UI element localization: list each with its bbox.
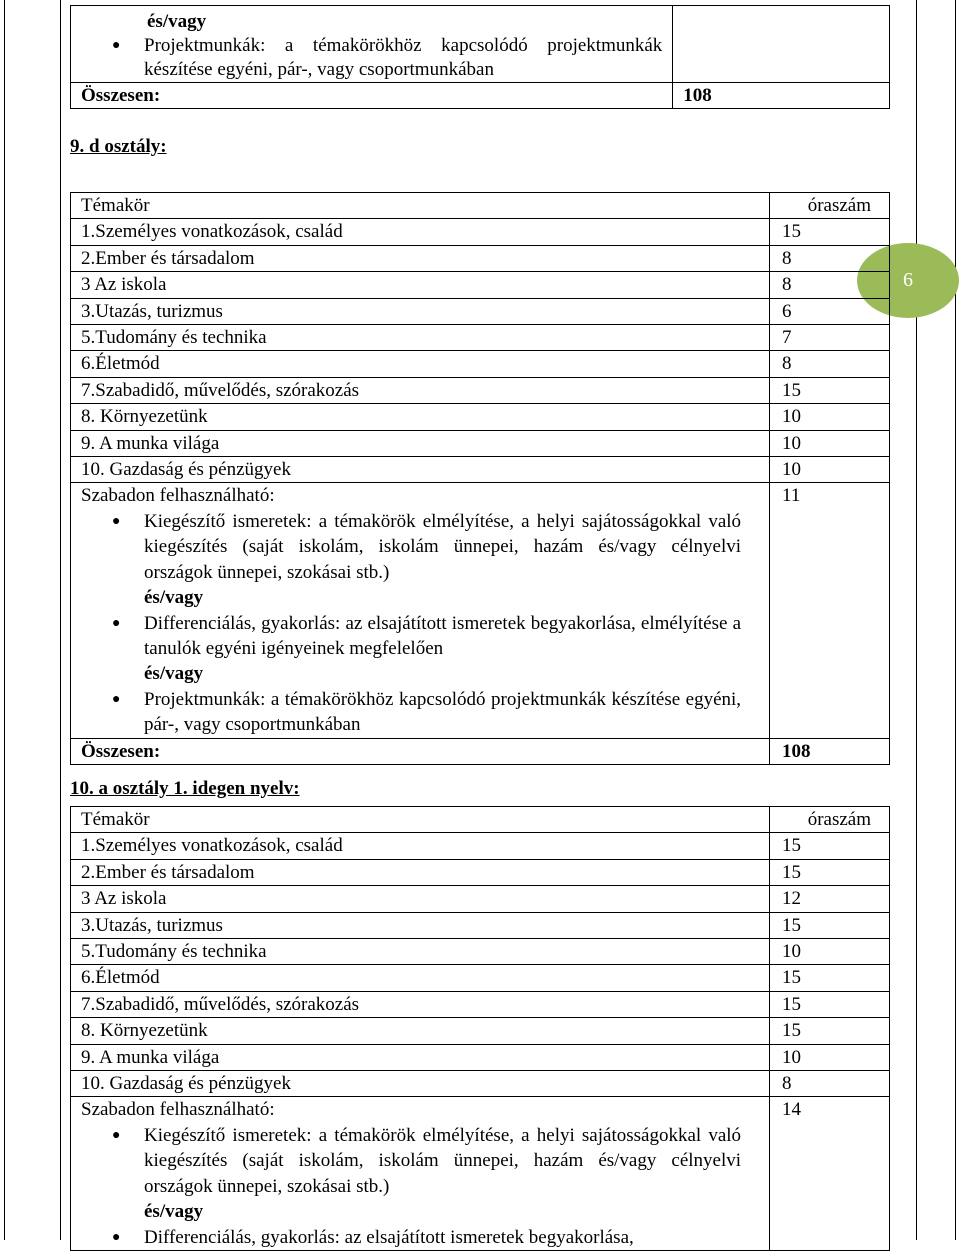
page-border-left — [4, 0, 5, 1240]
free-use-bullets — [81, 1123, 741, 1199]
hours-cell: 15 — [770, 833, 890, 859]
table-row: 9. A munka világa — [71, 430, 770, 456]
table-row: 9. A munka világa — [71, 1044, 770, 1070]
table-row: 6.Életmód — [71, 351, 770, 377]
hours-cell: 8 — [770, 245, 890, 271]
table-row: 1.Személyes vonatkozások, család — [71, 833, 770, 859]
free-use-bullets — [81, 611, 741, 662]
fragment-cell — [71, 6, 673, 83]
andor-text: és/vagy — [144, 663, 204, 685]
total-value: 108 — [673, 83, 890, 109]
total-label: Összesen: — [71, 83, 673, 109]
table-row: 3.Utazás, turizmus — [71, 298, 770, 324]
fragment-hours-cell — [673, 6, 890, 83]
total-value: 108 — [770, 738, 890, 764]
hours-cell: 15 — [770, 1018, 890, 1044]
top-fragment-table — [70, 5, 890, 109]
hours-cell: 10 — [770, 457, 890, 483]
section-heading-9d: 9. d osztály: — [70, 136, 167, 157]
free-use-bullets — [81, 687, 741, 738]
hours-cell: 6 — [770, 298, 890, 324]
hours-cell: 15 — [770, 219, 890, 245]
list-item: ● Projektmunkák: a témakörökhöz kapcsolódó projektmunkák készítése egyéni, pár-, vagy csoportmunkában — [81, 34, 662, 82]
table-row: 3 Az iskola — [71, 886, 770, 912]
table-row: 2.Ember és társadalom — [71, 859, 770, 885]
table-row: 5.Tudomány és technika — [71, 325, 770, 351]
header-topic: Témakör — [71, 193, 770, 219]
table-row: 3.Utazás, turizmus — [71, 912, 770, 938]
total-label: Összesen: — [71, 738, 770, 764]
table-row: 10. Gazdaság és pénzügyek — [71, 457, 770, 483]
free-use-hours: 11 — [770, 483, 890, 738]
free-use-hours: 14 — [770, 1097, 890, 1250]
table-row: 7.Szabadidő, művelődés, szórakozás — [71, 377, 770, 403]
hours-cell: 15 — [770, 965, 890, 991]
andor-text: és/vagy — [144, 587, 204, 609]
topics-table-9d — [70, 192, 890, 765]
table-row: 2.Ember és társadalom — [71, 245, 770, 271]
andor-text: és/vagy — [144, 1201, 204, 1223]
table-row: 3 Az iskola — [71, 272, 770, 298]
free-use-label: Szabadon felhasználható: — [81, 1099, 275, 1121]
list-item: ● Differenciálás, gyakorlás: az elsajátított ismeretek begyakorlása, — [81, 1225, 741, 1250]
table-row: 8. Környezetünk — [71, 404, 770, 430]
free-use-label: Szabadon felhasználható: — [81, 485, 275, 507]
list-item: ● Differenciálás, gyakorlás: az elsajátított ismeretek begyakorlása, elmélyítése a tanulók egyéni igényeinek megfelelően — [81, 611, 741, 662]
free-use-cell — [71, 483, 770, 738]
free-use-cell — [71, 1097, 770, 1250]
page-border-right — [955, 0, 956, 1240]
section-heading-10a: 10. a osztály 1. idegen nyelv: — [70, 778, 300, 799]
free-use-bullets — [81, 509, 741, 585]
table-row: 8. Környezetünk — [71, 1018, 770, 1044]
hours-cell: 10 — [770, 404, 890, 430]
hours-cell: 15 — [770, 991, 890, 1017]
table-row: 10. Gazdaság és pénzügyek — [71, 1071, 770, 1097]
topics-table-10a — [70, 806, 890, 1251]
header-topic: Témakör — [71, 807, 770, 833]
hours-cell: 15 — [770, 912, 890, 938]
list-item: ● Projektmunkák: a témakörökhöz kapcsolódó projektmunkák készítése egyéni, pár-, vagy csoportmunkában — [81, 687, 741, 738]
header-hours: óraszám — [770, 807, 890, 833]
hours-cell: 8 — [770, 272, 890, 298]
hours-cell: 15 — [770, 859, 890, 885]
hours-cell: 12 — [770, 886, 890, 912]
table-row: 7.Szabadidő, művelődés, szórakozás — [71, 991, 770, 1017]
table-row: 1.Személyes vonatkozások, család — [71, 219, 770, 245]
hours-cell: 7 — [770, 325, 890, 351]
list-item: ● Kiegészítő ismeretek: a témakörök elmélyítése, a helyi sajátosságokkal való kiegészítés (saját iskolám, iskolám ünnepei, hazám és/vagy célnyelvi országok ünnepei, szokásai stb.) — [81, 509, 741, 585]
table-row: 5.Tudomány és technika — [71, 939, 770, 965]
list-item: ● Kiegészítő ismeretek: a témakörök elmélyítése, a helyi sajátosságokkal való kiegészítés (saját iskolám, iskolám ünnepei, hazám és/vagy célnyelvi országok ünnepei, szokásai stb.) — [81, 1123, 741, 1199]
free-use-bullets — [81, 1225, 741, 1250]
andor-text: és/vagy — [147, 11, 207, 32]
table-row: 6.Életmód — [71, 965, 770, 991]
hours-cell: 15 — [770, 377, 890, 403]
fragment-bullets — [81, 34, 662, 82]
header-hours: óraszám — [770, 193, 890, 219]
hours-cell: 8 — [770, 351, 890, 377]
hours-cell: 10 — [770, 1044, 890, 1070]
hours-cell: 10 — [770, 430, 890, 456]
hours-cell: 8 — [770, 1071, 890, 1097]
hours-cell: 10 — [770, 939, 890, 965]
page-number: 6 — [903, 269, 913, 291]
